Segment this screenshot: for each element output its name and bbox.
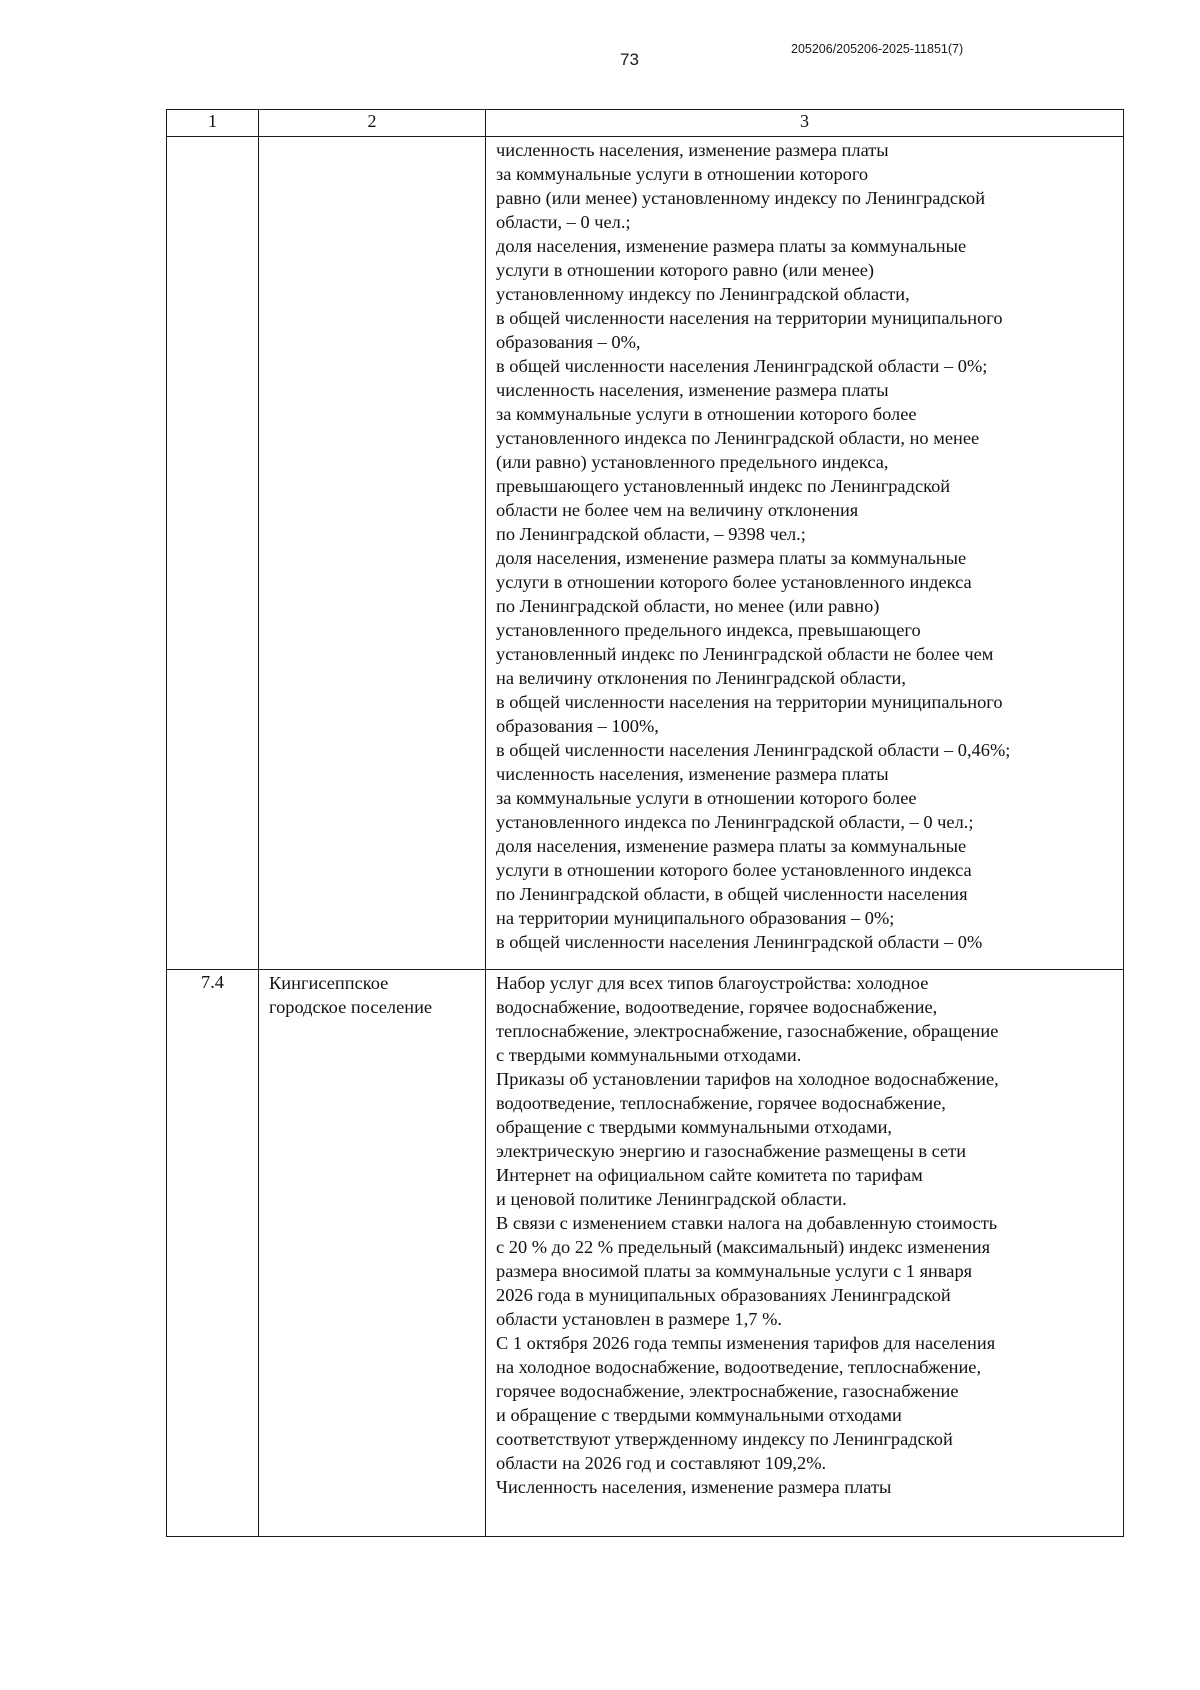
table-row: [167, 970, 1124, 1537]
row-description-text: численность населения, изменение размера платы за коммунальные услуги в отношении которого равно (или менее) установленному индексу по Ленинградской области, – 0 чел.; доля населения, изменение размера платы за коммунальные услуги в отношении которого равно (или менее) установленному индексу по Ленинградской области, в общей численности населения на территории муниципального образования – 0%, в общей численности населения Ленинградской области – 0%; численность населения, изменение размера платы за коммунальные услуги в отношении которого более установленного индекса по Ленинградской области, но менее (или равно) установленного предельного индекса, превышающего установленный индекс по Ленинградской области не более чем на величину отклонения по Ленинградской области, – 9398 чел.; доля населения, изменение размера платы за коммунальные услуги в отношении которого более установленного индекса по Ленинградской области, но менее (или равно) установленного предельного индекса, превышающего установленный индекс по Ленинградской области не более чем на величину отклонения по Ленинградской области, в общей численности населения на территории муниципального образования – 100%, в общей численности населения Ленинградской области – 0,46%; численность населения, изменение размера платы за коммунальные услуги в отношении которого более установленного индекса по Ленинградской области, – 0 чел.; доля населения, изменение размера платы за коммунальные услуги в отношении которого более установленного индекса по Ленинградской области, в общей численности населения на территории муниципального образования – 0%; в общей численности населения Ленинградской области – 0%: [496, 140, 1011, 952]
row-description-text: Набор услуг для всех типов благоустройства: холодное водоснабжение, водоотведение, горячее водоснабжение, теплоснабжение, электроснабжение, газоснабжение, обращение с твердыми коммунальными отходами. Приказы об установлении тарифов на холодное водоснабжение, водоотведение, теплоснабжение, горячее водоснабжение, обращение с твердыми коммунальными отходами, электрическую энергию и газоснабжение размещены в сети Интернет на официальном сайте комитета по тарифам и ценовой политике Ленинградской области. В связи с изменением ставки налога на добавленную стоимость с 20 % до 22 % предельный (максимальный) индекс изменения размера вносимой платы за коммунальные услуги с 1 января 2026 года в муниципальных образованиях Ленинградской области установлен в размере 1,7 %. С 1 октября 2026 года темпы изменения тарифов для населения на холодное водоснабжение, водоотведение, теплоснабжение, горячее водоснабжение, электроснабжение, газоснабжение и обращение с твердыми коммунальными отходами соответствуют утвержденному индексу по Ленинградской области на 2026 год и составляют 109,2%. Численность населения, изменение размера платы: [496, 973, 999, 1497]
row-number-cell: [167, 137, 259, 970]
row-number-cell: 7.4: [167, 970, 259, 1537]
page-number: 73: [620, 50, 639, 69]
document-id: 205206/205206-2025-11851(7): [791, 42, 964, 56]
row-name-text: Кингисеппское городское поселение: [269, 973, 433, 1017]
row-description-cell: [486, 137, 1124, 970]
column-header-3: 3: [486, 110, 1124, 137]
data-table: [166, 109, 1124, 1537]
row-name-cell: [259, 970, 486, 1537]
table-header-row: [167, 110, 1124, 137]
row-name-text: [259, 137, 485, 138]
column-header-1: 1: [167, 110, 259, 137]
column-header-2: 2: [259, 110, 486, 137]
row-name-cell: [259, 137, 486, 970]
row-description-cell: [486, 970, 1124, 1537]
table-row: [167, 137, 1124, 970]
